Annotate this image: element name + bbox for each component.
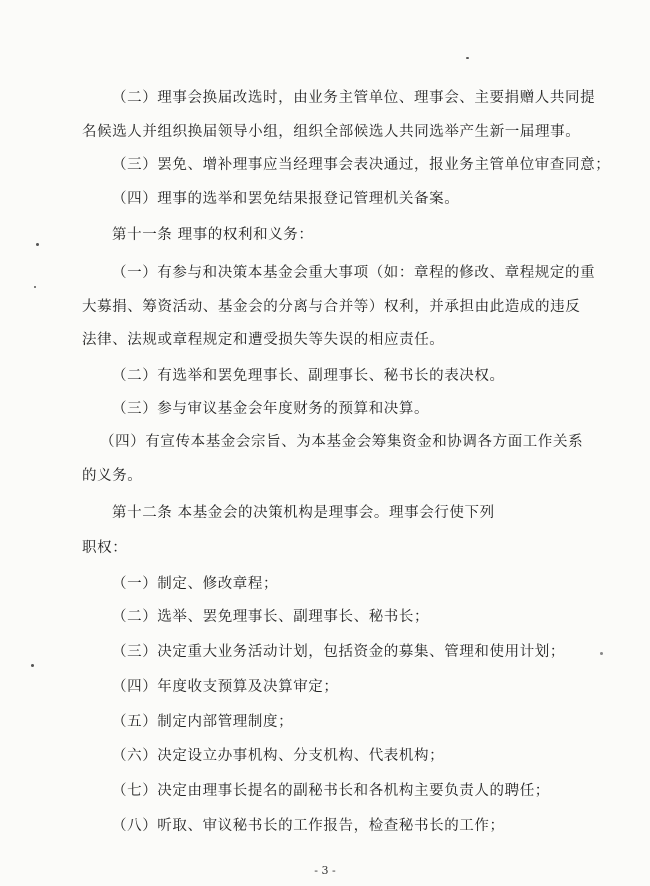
text-line-16: （二）选举、罢免理事长、副理事长、秘书长； xyxy=(112,609,430,625)
text-line-10: （三）参与审议基金会年度财务的预算和决算。 xyxy=(112,401,430,417)
scan-speck-3 xyxy=(34,286,36,288)
text-line-17: （三）决定重大业务活动计划，包括资金的募集、管理和使用计划； xyxy=(112,644,565,660)
text-line-12: 的义务。 xyxy=(82,468,143,484)
page-number: - 3 - xyxy=(314,864,336,877)
scan-speck-4 xyxy=(31,664,34,667)
text-line-1: （二）理事会换届改选时，由业务主管单位、理事会、主要捐赠人共同提 xyxy=(112,90,596,106)
scan-speck-2 xyxy=(36,243,39,246)
text-line-22: （八）听取、审议秘书长的工作报告，检查秘书长的工作； xyxy=(112,818,505,834)
text-line-19: （五）制定内部管理制度； xyxy=(112,714,294,730)
scan-speck-5 xyxy=(600,652,603,655)
text-line-20: （六）决定设立办事机构、分支机构、代表机构； xyxy=(112,748,445,764)
text-line-6: （一）有参与和决策本基金会重大事项（如：章程的修改、章程规定的重 xyxy=(112,265,596,281)
text-line-13: 第十二条 本基金会的决策机构是理事会。理事会行使下列 xyxy=(112,505,495,521)
text-line-9: （二）有选举和罢免理事长、副理事长、秘书长的表决权。 xyxy=(112,368,505,384)
text-line-14: 职权： xyxy=(82,540,128,556)
scan-speck-1 xyxy=(466,57,469,59)
text-line-8: 法律、法规或章程规定和遭受损失等失误的相应责任。 xyxy=(82,332,445,348)
text-line-2: 名候选人并组织换届领导小组，组织全部候选人共同选举产生新一届理事。 xyxy=(82,124,581,140)
text-line-18: （四）年度收支预算及决算审定； xyxy=(112,679,339,695)
text-line-21: （七）决定由理事长提名的副秘书长和各机构主要负责人的聘任； xyxy=(112,783,550,799)
text-line-5: 第十一条 理事的权利和义务： xyxy=(112,227,314,243)
text-line-7: 大募捐、筹资活动、基金会的分离与合并等）权利，并承担由此造成的违反 xyxy=(82,299,581,315)
text-line-11: （四）有宣传本基金会宗旨、为本基金会筹集资金和协调各方面工作关系 xyxy=(100,434,584,450)
text-line-3: （三）罢免、增补理事应当经理事会表决通过，报业务主管单位审查同意； xyxy=(112,157,611,173)
text-line-4: （四）理事的选举和罢免结果报登记管理机关备案。 xyxy=(112,191,460,207)
text-line-15: （一）制定、修改章程； xyxy=(112,576,279,592)
